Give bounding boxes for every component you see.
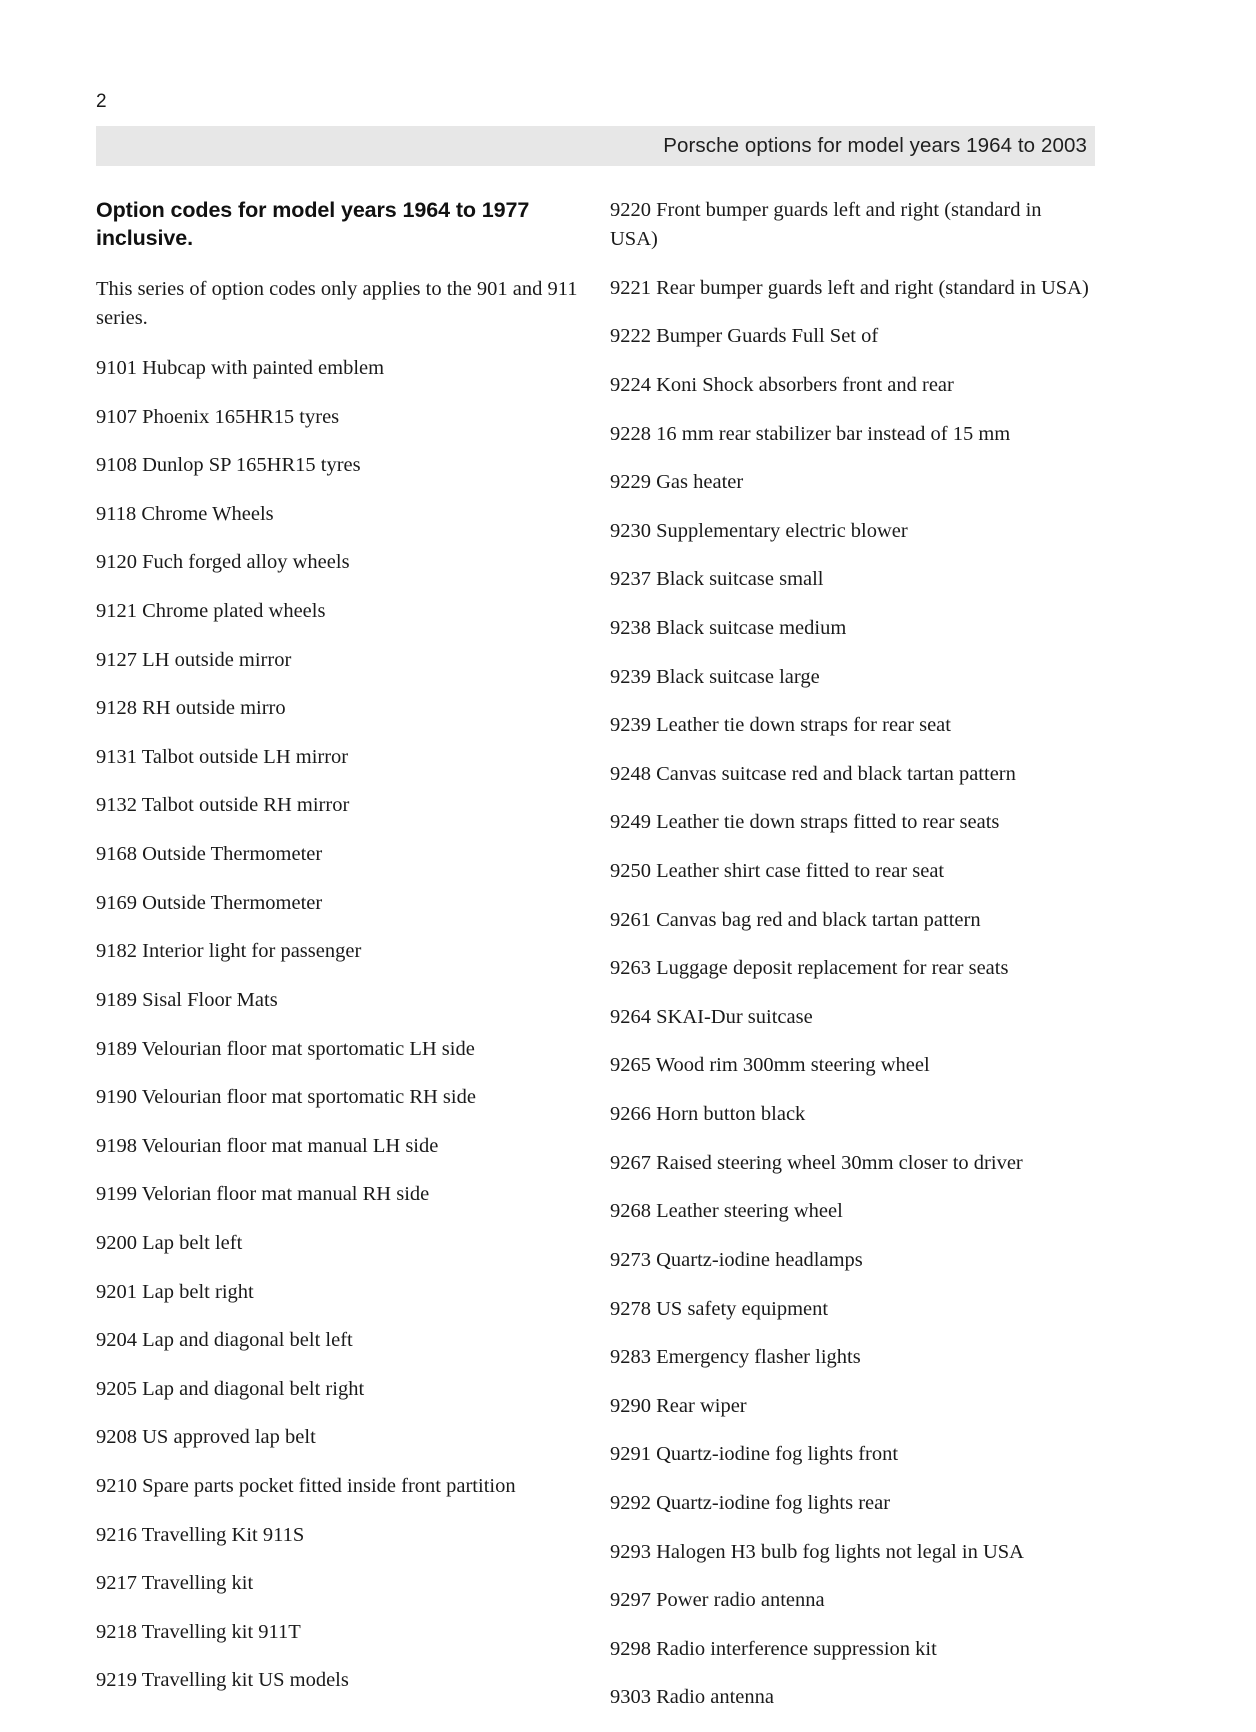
left-column [96, 196, 580, 1732]
option-code-entry: 9168 Outside Thermometer [96, 843, 323, 866]
option-code-entry: 9292 Quartz-iodine fog lights rear [610, 1491, 891, 1514]
option-code-entry: 9230 Supplementary electric blower [610, 519, 908, 542]
option-code-entry: 9201 Lap belt right [96, 1280, 254, 1303]
page-number: 2 [96, 91, 107, 112]
option-code-entry: 9205 Lap and diagonal belt right [96, 1377, 365, 1400]
option-code-entry: 9303 Radio antenna [610, 1686, 774, 1709]
option-code-entry: 9290 Rear wiper [610, 1394, 747, 1417]
option-code-entry: 9131 Talbot outside LH mirror [96, 745, 349, 768]
option-code-entry: 9249 Leather tie down straps fitted to rear seats [610, 811, 1000, 834]
option-code-entry: 9239 Black suitcase large [610, 665, 820, 688]
option-code-entry: 9198 Velourian floor mat manual LH side [96, 1134, 439, 1157]
option-code-entry: 9250 Leather shirt case fitted to rear seat [610, 860, 945, 883]
option-code-entry: 9101 Hubcap with painted emblem [96, 356, 385, 379]
option-code-entry: 9132 Talbot outside RH mirror [96, 794, 350, 817]
option-code-entry: 9216 Travelling Kit 911S [96, 1523, 305, 1546]
section-heading: Option codes for model years 1964 to 1977 inclusive. [96, 198, 530, 251]
option-code-entry: 9278 US safety equipment [610, 1297, 829, 1320]
option-code-entry: 9220 Front bumper guards left and right (standard in USA) [610, 199, 1042, 251]
right-column [610, 196, 1094, 1732]
option-code-entry: 9265 Wood rim 300mm steering wheel [610, 1054, 930, 1077]
option-code-entry: 9204 Lap and diagonal belt left [96, 1329, 353, 1352]
option-code-entry: 9273 Quartz-iodine headlamps [610, 1248, 863, 1271]
option-code-entry: 9182 Interior light for passenger [96, 940, 362, 963]
option-code-entry: 9208 US approved lap belt [96, 1426, 316, 1449]
option-code-entry: 9237 Black suitcase small [610, 568, 824, 591]
option-code-entry: 9199 Velorian floor mat manual RH side [96, 1183, 430, 1206]
option-code-entry: 9298 Radio interference suppression kit [610, 1637, 937, 1660]
running-header-title: Porsche options for model years 1964 to 2003 [663, 134, 1087, 157]
option-code-entry: 9169 Outside Thermometer [96, 891, 323, 914]
option-code-entry: 9128 RH outside mirro [96, 697, 286, 720]
option-code-entry: 9189 Sisal Floor Mats [96, 988, 278, 1011]
option-code-entry: 9261 Canvas bag red and black tartan pattern [610, 908, 981, 931]
option-code-entry: 9120 Fuch forged alloy wheels [96, 551, 350, 574]
option-code-entry: 9118 Chrome Wheels [96, 502, 274, 525]
option-code-entry: 9229 Gas heater [610, 471, 744, 494]
option-code-entry: 9228 16 mm rear stabilizer bar instead of 15 mm [610, 422, 1011, 445]
option-code-entry: 9217 Travelling kit [96, 1572, 254, 1595]
option-code-entry: 9291 Quartz-iodine fog lights front [610, 1443, 899, 1466]
left-option-code-list [96, 354, 580, 1696]
option-code-entry: 9239 Leather tie down straps for rear seat [610, 714, 951, 737]
option-code-entry: 9224 Koni Shock absorbers front and rear [610, 373, 954, 396]
option-code-entry: 9107 Phoenix 165HR15 tyres [96, 405, 340, 428]
option-code-entry: 9248 Canvas suitcase red and black tartan pattern [610, 762, 1016, 785]
option-code-entry: 9238 Black suitcase medium [610, 616, 847, 639]
option-code-entry: 9266 Horn button black [610, 1103, 806, 1126]
running-header-band [96, 126, 1095, 166]
option-code-entry: 9219 Travelling kit US models [96, 1669, 349, 1692]
option-code-entry: 9293 Halogen H3 bulb fog lights not legal in USA [610, 1540, 1024, 1563]
option-code-entry: 9190 Velourian floor mat sportomatic RH side [96, 1086, 476, 1109]
option-code-entry: 9210 Spare parts pocket fitted inside front partition [96, 1474, 516, 1497]
option-code-entry: 9297 Power radio antenna [610, 1589, 825, 1612]
option-code-entry: 9200 Lap belt left [96, 1231, 243, 1254]
option-code-entry: 9264 SKAI-Dur suitcase [610, 1005, 813, 1028]
option-code-entry: 9127 LH outside mirror [96, 648, 292, 671]
option-code-entry: 9283 Emergency flasher lights [610, 1346, 861, 1369]
option-code-entry: 9263 Luggage deposit replacement for rear seats [610, 957, 1009, 980]
option-code-entry: 9221 Rear bumper guards left and right (standard in USA) [610, 276, 1089, 299]
two-column-body [96, 196, 1095, 1732]
option-code-entry: 9121 Chrome plated wheels [96, 600, 326, 623]
section-intro-paragraph: This series of option codes only applies to the 901 and 911 series. [96, 277, 578, 329]
option-code-entry: 9268 Leather steering wheel [610, 1200, 843, 1223]
option-code-entry: 9222 Bumper Guards Full Set of [610, 325, 879, 348]
option-code-entry: 9108 Dunlop SP 165HR15 tyres [96, 454, 361, 477]
option-code-entry: 9218 Travelling kit 911T [96, 1620, 301, 1643]
right-option-code-list [610, 196, 1094, 1713]
option-code-entry: 9267 Raised steering wheel 30mm closer to driver [610, 1151, 1023, 1174]
option-code-entry: 9189 Velourian floor mat sportomatic LH side [96, 1037, 475, 1060]
